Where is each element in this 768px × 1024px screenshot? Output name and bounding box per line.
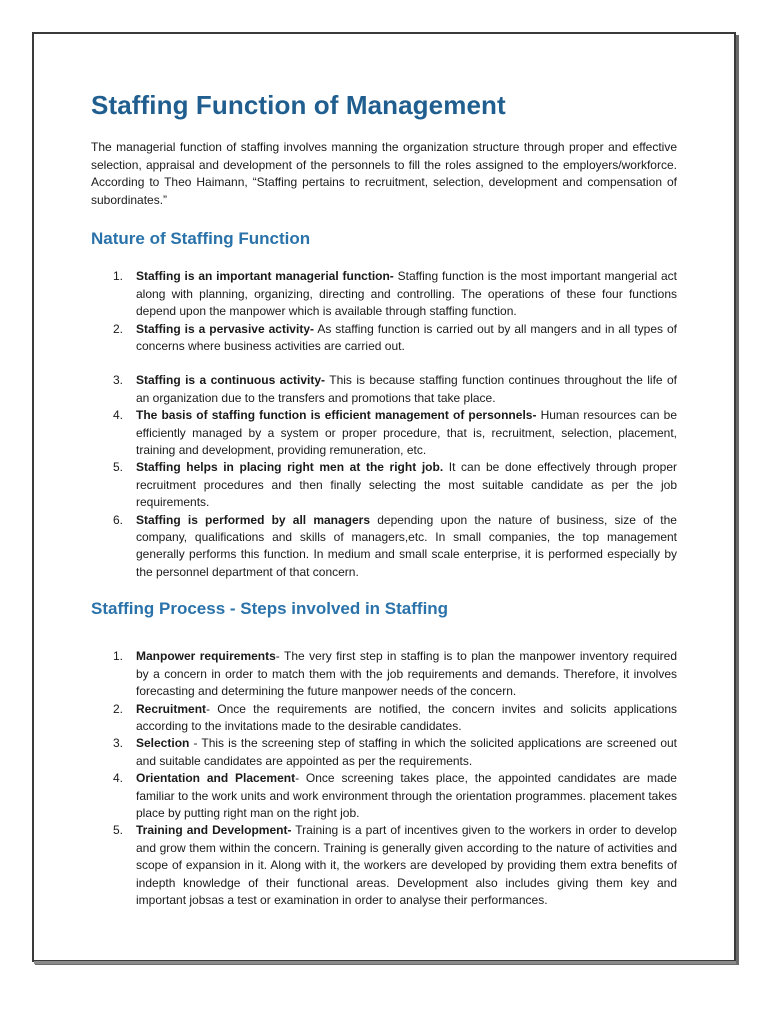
list-item: 1. Manpower requirements- The very first step in staffing is to plan the manpower inventory required by a concern in order to match them with the job requirements and demands. Therefore, it involves forecasting and determining the future manpower needs of the concern. (113, 649, 677, 699)
item-text: It can be done effectively through proper recruitment procedures and then finally selecting the most suitable candidate as per the job requirements. (136, 460, 678, 510)
item-text: - The very first step in staffing is to plan the manpower inventory required by a concern in order to match them with the job requirements and demands. Therefore, it involves forecasting and determining the future manpower needs of the concern. (136, 649, 677, 699)
item-text: Staffing function is the most important mangerial act along with planning, organizing, directing and controlling. The operations of these four functions depend upon the manpower which is available through staffing function. (136, 269, 677, 319)
item-title: Staffing is performed by all managers (136, 512, 371, 527)
item-title: Selection (136, 736, 190, 751)
item-text: This is because staffing function continues throughout the life of an organization due to the transfers and promotions that take place. (136, 373, 677, 405)
page-shadow (34, 961, 736, 964)
list-item: 5. Training and Development- Training is a part of incentives given to the workers in order to develop and grow them within the concern. Training is generally given according to the nature of activities and scope of expansion in it. Along with it, the workers are developed by providing them extra benefits of indepth knowledge of their functional areas. Development also includes giving them key and important jobsas a test or examination in order to analyse their performances. (113, 823, 677, 907)
list-item: 2. Recruitment- Once the requirements are notified, the concern invites and solicits applications according to the invitations made to the desirable candidates. (113, 701, 677, 733)
item-text: depending upon the nature of business, size of the company, qualifications and skills of managers,etc. In small companies, the top management generally performs this function. In medium and small scale enterprise, it is performed especially by the personnel department of that concern. (136, 512, 677, 579)
item-title: Staffing is a continuous activity- (136, 373, 326, 388)
list-item: 3. Staffing is a continuous activity- This is because staffing function continues throughout the life of an organization due to the transfers and promotions that take place. (113, 373, 677, 405)
item-text: Training is a part of incentives given to the workers in order to develop and grow them within the concern. Training is generally given according to the nature of activities and scope of expansion in it. Along with it, the workers are developed by providing them extra benefits of indepth knowledge of their functional areas. Development also includes giving them key and important jobsas a test or examination in order to analyse their performances. (136, 823, 677, 907)
list-item: 6. Staffing is performed by all managers depending upon the nature of business, size of the company, qualifications and skills of managers,etc. In small companies, the top management generally performs this function. In medium and small scale enterprise, it is performed especially by the personnel department of that concern. (113, 512, 677, 579)
list-item: 4. The basis of staffing function is efficient management of personnels- Human resources can be efficiently managed by a system or proper procedure, that is, recruitment, selection, placement, training and development, providing remuneration, etc. (113, 408, 677, 458)
list-item: 2. Staffing is a pervasive activity- As staffing function is carried out by all mangers and in all types of concerns where business activities are carried out. (113, 321, 678, 353)
item-text: Human resources can be efficiently managed by a system or proper procedure, that is, recruitment, selection, placement, training and development, providing remuneration, etc. (136, 408, 677, 458)
list-item: 3. Selection - This is the screening step of staffing in which the solicited applications are screened out and suitable candidates are appointed as per the requirements. (113, 736, 677, 768)
list-item: 1. Staffing is an important managerial function- Staffing function is the most important mangerial act along with planning, organizing, directing and controlling. The operations of these four functions depend upon the manpower which is available through staffing function. (113, 269, 677, 319)
item-title: Training and Development- (136, 823, 292, 838)
item-text: - Once screening takes place, the appointed candidates are made familiar to the work units and work environment through the orientation programmes. placement takes place by putting right man on the right job. (136, 771, 677, 820)
item-text: - Once the requirements are notified, the concern invites and solicits applications according to the invitations made to the desirable candidates. (136, 701, 677, 733)
list-item: 4. Orientation and Placement- Once screening takes place, the appointed candidates are made familiar to the work units and work environment through the orientation programmes. placement takes place by putting right man on the right job. (113, 771, 677, 820)
intro-paragraph: The managerial function of staffing involves manning the organization structure through proper and effective selection, appraisal and development of the personnels to fill the roles assigned to the employers/workforce. According to Theo Haimann, “Staffing pertains to recruitment, selection, development and compensation of subordinates.” (91, 140, 677, 207)
item-title: Staffing helps in placing right men at the right job. (136, 460, 444, 475)
process-heading: Staffing Process - Steps involved in Staffing (91, 599, 449, 619)
item-title: Staffing is an important managerial function- (136, 269, 394, 284)
item-text: As staffing function is carried out by all mangers and in all types of concerns where business activities are carried out. (136, 321, 678, 353)
page-title: Staffing Function of Management (91, 90, 506, 120)
item-title: Staffing is a pervasive activity- (136, 321, 314, 336)
nature-list (91, 268, 677, 581)
item-title: Orientation and Placement (136, 771, 296, 786)
list-item: 5. Staffing helps in placing right men at the right job. It can be done effectively through proper recruitment procedures and then finally selecting the most suitable candidate as per the job requirements. (113, 460, 678, 510)
item-title: The basis of staffing function is efficient management of personnels- (136, 408, 537, 423)
process-list (91, 648, 677, 909)
item-text: - This is the screening step of staffing in which the solicited applications are screened out and suitable candidates are appointed as per the requirements. (136, 736, 677, 768)
document-content (91, 90, 677, 909)
item-title: Recruitment (136, 701, 207, 716)
nature-heading: Nature of Staffing Function (91, 229, 311, 249)
item-title: Manpower requirements (136, 649, 276, 664)
